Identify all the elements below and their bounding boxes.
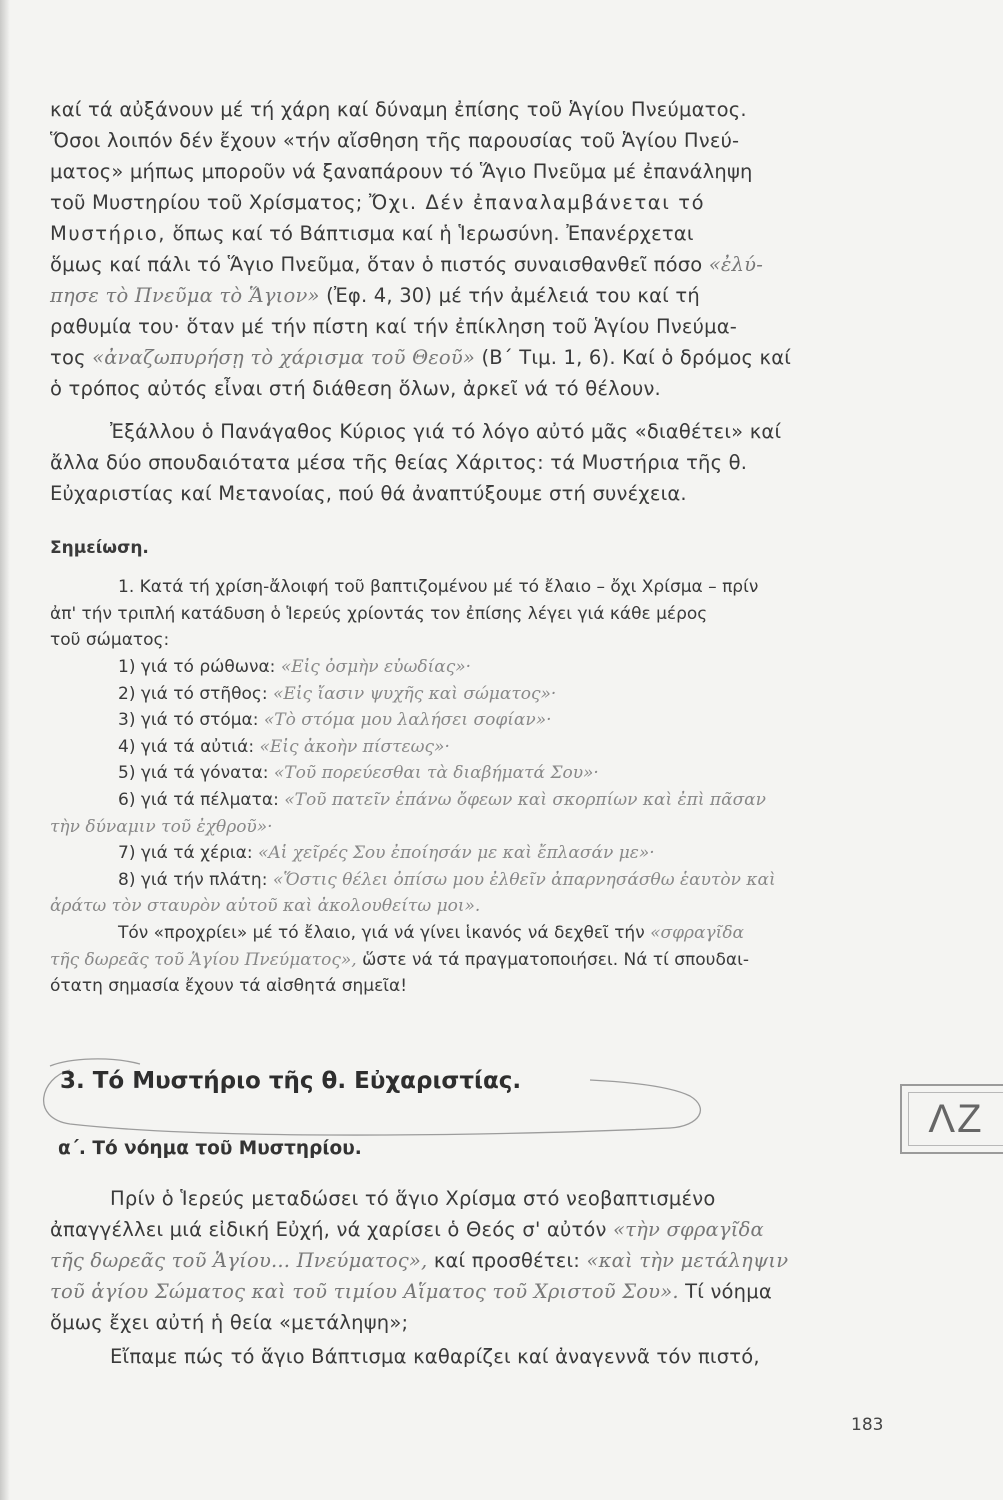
subsection-title: α΄. Τό νόημα τοῦ Μυστηρίου. (58, 1138, 362, 1159)
chapter-tab (900, 1084, 1003, 1154)
paragraph-3: Πρίν ὁ Ἱερεύς μεταδώσει τό ἅγιο Χρίσμα στό νεοβαπτισμένο ἀπαγγέλλει μιά εἰδική Εὐχή, νά χαρίσει ὁ Θεός σ' αὐτόν «τὴν σφραγῖδα τῆς δωρεᾶς τοῦ Ἁγίου... Πνεύματος», καί προσθέτει: «καὶ τὴν μετάληψιν τοῦ ἁγίου Σώματος καὶ τοῦ τιμίου Αἵματος τοῦ Χριστοῦ Σου». Τί νόημα ὅμως ἔχει αὐτή ἡ θεία «μετάληψη»; (50, 1187, 789, 1334)
list-item: 3) γιά τό στόμα: «Τὸ στόμα μου λαλήσει σοφίαν»· (118, 710, 552, 731)
paragraph-2: Ἐξάλλου ὁ Πανάγαθος Κύριος γιά τό λόγο αὐτό μᾶς «διαθέτει» καί ἄλλα δύο σπουδαιότατα μέσα τῆς θείας Χάριτος: τά Μυστήρια τῆς θ. Εὐχαριστίας καί Μετανοίας, πού θά ἀναπτύξουμε στή συνέχεια. (50, 420, 782, 505)
note-closing-line: τῆς δωρεᾶς τοῦ Ἁγίου Πνεύματος», ὥστε νά τά πραγματοποιήσει. Νά τί σπουδαι- (50, 949, 749, 970)
list-item-continuation: τὴν δύναμιν τοῦ ἐχθροῦ»· (50, 816, 273, 837)
note-title: Σημείωση. (50, 538, 149, 558)
list-item: 1) γιά τό ρώθωνα: «Εἰς ὀσμὴν εὐωδίας»· (118, 657, 472, 677)
paragraph-4: Εἴπαμε πώς τό ἅγιο Βάπτισμα καθαρίζει καί ἀναγεννᾶ τόν πιστό, (110, 1345, 760, 1368)
list-item: 4) γιά τά αὐτιά: «Εἰς ἀκοὴν πίστεως»· (118, 736, 450, 757)
paragraph-1: καί τά αὐξάνουν μέ τή χάρη καί δύναμη ἐπίσης τοῦ Ἁγίου Πνεύματος. Ὅσοι λοιπόν δέν ἔχουν «τήν αἴσθηση τῆς παρουσίας τοῦ Ἁγίου Πνεύ- ματος» μήπως μποροῦν νά ξαναπάρουν τό Ἅγιο Πνεῦμα μέ ἐπανάληψη τοῦ Μυστηρίου τοῦ Χρίσματος; Ὄχι. Δέν ἐπαναλαμβάνεται τό Μυστήριο, ὅπως καί τό Βάπτισμα καί ἡ Ἱερωσύνη. Ἐπανέρχεται ὅμως καί πάλι τό Ἅγιο Πνεῦμα, ὅταν ὁ πιστός συναισθανθεῖ πόσο «ἐλύ- πησε τὸ Πνεῦμα τὸ Ἅγιον» (Ἐφ. 4, 30) μέ τήν ἀμέλειά του καί τή ραθυμία του· ὅταν μέ τήν πίστη καί τήν ἐπίκληση τοῦ Ἁγίου Πνεύμα- τος «ἀναζωπυρήσῃ τὸ χάρισμα τοῦ Θεοῦ» (Β΄ Τιμ. 1, 6). Καί ὁ δρόμος καί ὁ τρόπος αὐτός εἶναι στή διάθεση ὅλων, ἀρκεῖ νά τό θέλουν. (50, 98, 792, 400)
anointing-list (50, 654, 892, 1000)
page-number: 183 (851, 1415, 884, 1435)
note-intro: 1. Κατά τή χρίση-ἄλοιφή τοῦ βαπτιζομένου μέ τό ἔλαιο – ὄχι Χρίσμα – πρίν ἀπ' τήν τριπλή κατάδυση ὁ Ἱερεύς χρίοντάς τον ἐπίσης λέγει γιά κάθε μέρος τοῦ σώματος: (50, 577, 759, 651)
list-item: 2) γιά τό στῆθος: «Εἰς ἴασιν ψυχῆς καὶ σώματος»· (118, 683, 557, 704)
section-title: 3. Τό Μυστήριο τῆς θ. Εὐχαριστίας. (60, 1068, 522, 1094)
list-item: 7) γιά τά χέρια: «Αἱ χεῖρές Σου ἐποίησάν με καὶ ἔπλασάν με»· (118, 843, 655, 864)
list-item: 6) γιά τά πέλματα: «Τοῦ πατεῖν ἐπάνω ὄφεων καὶ σκορπίων καὶ ἐπὶ πᾶσαν (118, 789, 766, 810)
note-closing-line: ότατη σημασία ἔχουν τά αἰσθητά σημεῖα! (50, 976, 408, 997)
page-edge-shadow (0, 0, 10, 1500)
list-item: 5) γιά τά γόνατα: «Τοῦ πορεύεσθαι τὰ διαβήματά Σου»· (118, 763, 599, 784)
note-closing-line: Τόν «προχρίει» μέ τό ἔλαιο, γιά νά γίνει ἱκανός νά δεχθεῖ τήν «σφραγῖδα (118, 922, 745, 943)
list-item: 8) γιά τήν πλάτη: «Ὅστις θέλει ὀπίσω μου ἐλθεῖν ἀπαρνησάσθω ἑαυτὸν καὶ (118, 869, 776, 890)
chapter-tab-label: ΛΖ (908, 1092, 1003, 1146)
list-item-continuation: ἀράτω τὸν σταυρὸν αὐτοῦ καὶ ἀκολουθείτω μοι». (50, 896, 481, 917)
